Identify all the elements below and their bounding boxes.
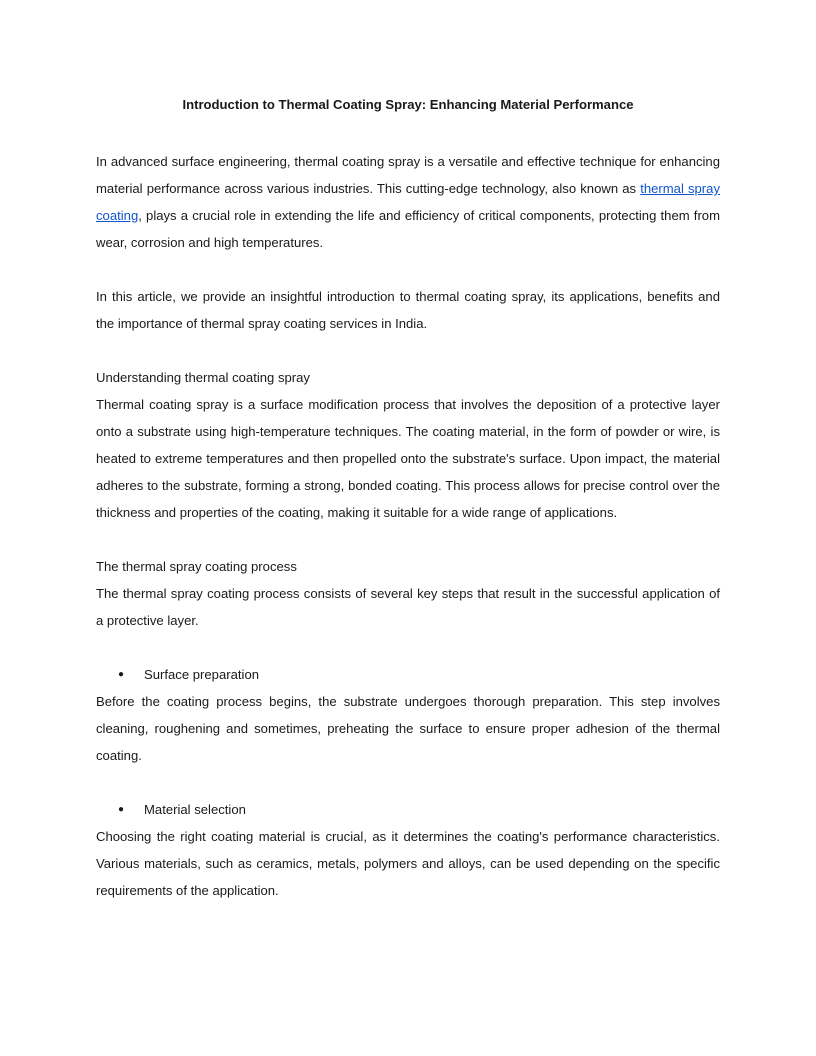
bullet-label: Material selection [144,802,246,817]
step-body-material-selection: Choosing the right coating material is crucial, as it determines the coating's performance characteristics. Various materials, such as ceramics, metals, polymers and alloys, can be used depending on the specific requirements of the application. [96,829,720,898]
intro-paragraph [96,148,720,256]
spacer [96,526,720,553]
spacer [96,337,720,364]
section-body-process: The thermal spray coating process consists of several key steps that result in the successful application of a protective layer. [96,586,720,628]
section-heading-process: The thermal spray coating process [96,559,297,574]
section-heading-understanding: Understanding thermal coating spray [96,370,310,385]
document-title: Introduction to Thermal Coating Spray: Enhancing Material Performance [182,97,634,112]
thermal-spray-coating-link[interactable]: thermal spray coating [96,181,720,223]
bullet-material-selection [96,796,720,823]
article-summary-paragraph: In this article, we provide an insightful introduction to thermal coating spray, its applications, benefits and the importance of thermal spray coating services in India. [96,289,720,331]
bullet-label: Surface preparation [144,667,260,682]
spacer [96,256,720,283]
bullet-surface-preparation [96,661,720,688]
intro-text-start: In advanced surface engineering, thermal coating spray is a versatile and effective technique for enhancing material performance across various industries. This cutting-edge technology, also known as [96,154,720,196]
bullet-icon: ● [118,804,125,815]
spacer [96,769,720,796]
step-body-surface-preparation: Before the coating process begins, the substrate undergoes thorough preparation. This step involves cleaning, roughening and sometimes, preheating the surface to ensure proper adhesion of the thermal coating. [96,694,720,763]
section-body-understanding: Thermal coating spray is a surface modification process that involves the deposition of a protective layer onto a substrate using high-temperature techniques. The coating material, in the form of powder or wire, is heated to extreme temperatures and then propelled onto the substrate's surface. Upon impact, the material adheres to the substrate, forming a strong, bonded coating. This process allows for precise control over the thickness and properties of the coating, making it suitable for a wide range of applications. [96,397,720,520]
document-page [96,95,720,904]
spacer [96,634,720,661]
bullet-icon: ● [118,669,125,680]
intro-text-end: , plays a crucial role in extending the life and efficiency of critical components, protecting them from wear, corrosion and high temperatures. [96,208,720,250]
